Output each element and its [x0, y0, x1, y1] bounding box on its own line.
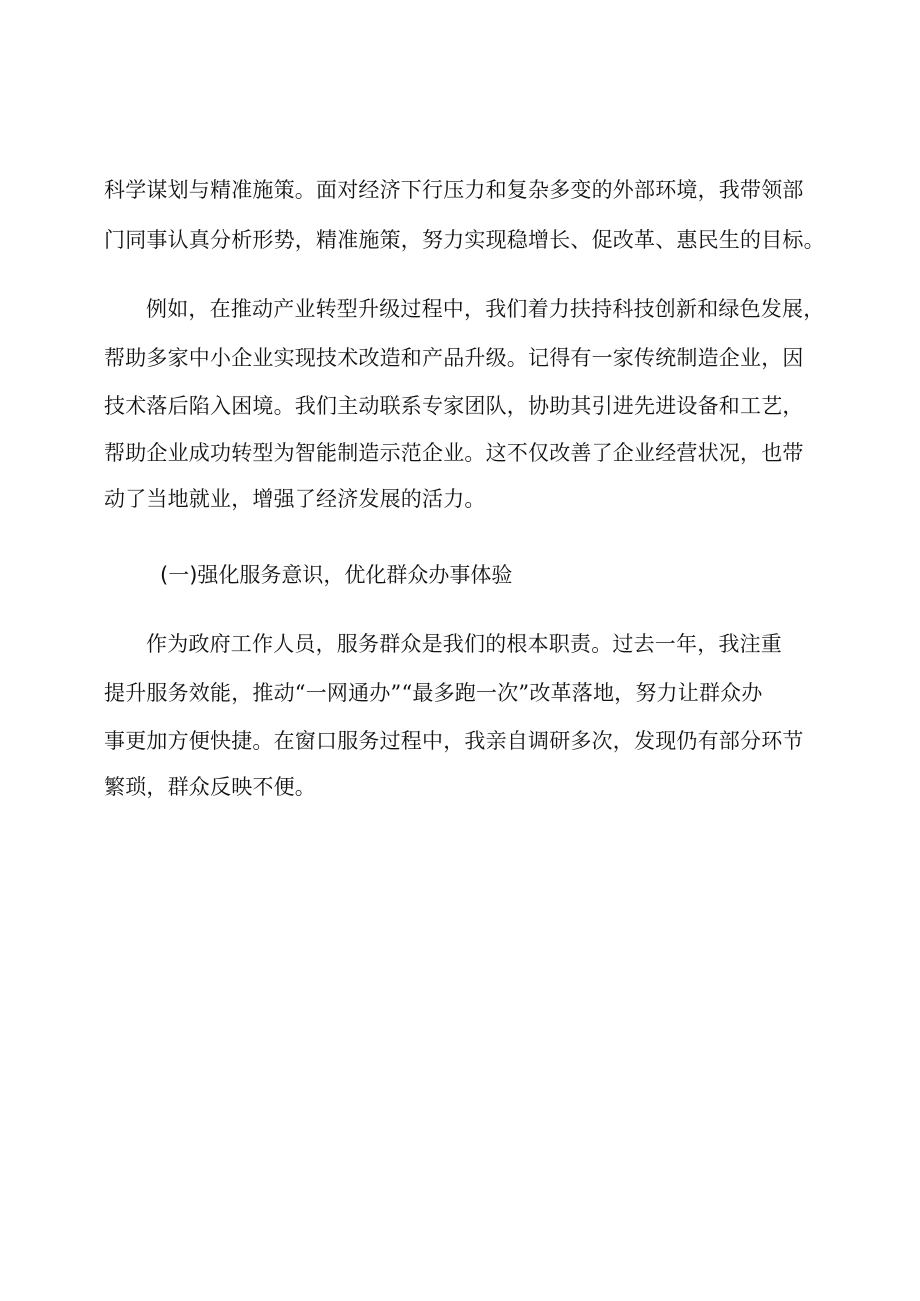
paragraph-2-line-2: 帮助多家中小企业实现技术改造和产品升级。记得有一家传统制造企业，因 [104, 346, 804, 370]
paragraph-2-line-5: 动了当地就业，增强了经济发展的活力。 [104, 487, 486, 511]
section-heading: (一)强化服务意识，优化群众办事体验 [160, 563, 513, 587]
paragraph-1-line-2: 门同事认真分析形势，精准施策，努力实现稳增长、促改革、惠民生的目标。 [104, 228, 825, 252]
paragraph-3-line-4: 繁琐，群众反映不便。 [104, 775, 316, 799]
paragraph-1-line-1: 科学谋划与精准施策。面对经济下行压力和复杂多变的外部环境，我带领部 [104, 178, 804, 202]
paragraph-3-line-1: 作为政府工作人员，服务群众是我们的根本职责。过去一年，我注重 [146, 632, 782, 656]
paragraph-2-line-4: 帮助企业成功转型为智能制造示范企业。这不仅改善了企业经营状况，也带 [104, 441, 804, 465]
paragraph-3-line-2: 提升服务效能，推动“一网通办”“最多跑一次”改革落地，努力让群众办 [104, 681, 763, 705]
paragraph-2-line-3: 技术落后陷入困境。我们主动联系专家团队，协助其引进先进设备和工艺， [104, 394, 804, 418]
paragraph-3-line-3: 事更加方便快捷。在窗口服务过程中，我亲自调研多次，发现仍有部分环节 [104, 729, 804, 753]
paragraph-2-line-1: 例如，在推动产业转型升级过程中，我们着力扶持科技创新和绿色发展， [146, 297, 825, 321]
